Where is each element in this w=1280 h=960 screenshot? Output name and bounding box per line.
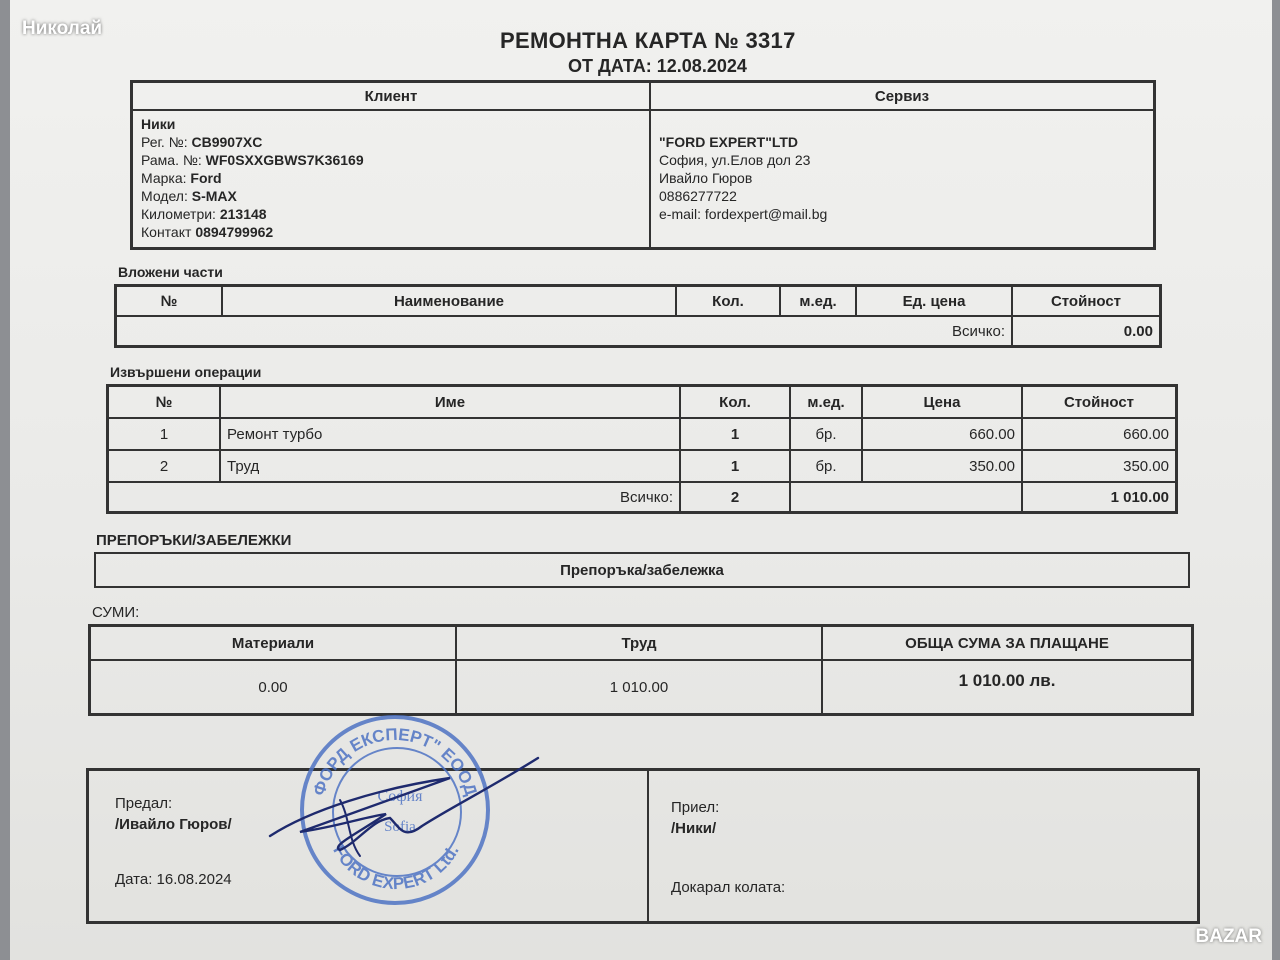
parts-col-name: Наименование: [222, 286, 676, 316]
repair-card-document: [10, 0, 1272, 960]
km-value: 213148: [219, 206, 267, 222]
ops-row-2-qty: 1: [680, 450, 790, 482]
brought-label: Докарал колата:: [671, 879, 786, 896]
ops-row-1-unit: бр.: [790, 418, 862, 450]
handwritten-signature: [190, 748, 550, 868]
sums-total-value: 1 010.00 лв.: [822, 660, 1192, 714]
service-heading: Сервиз: [650, 82, 1154, 110]
ops-col-no: №: [108, 386, 220, 418]
document-title: РЕМОНТНА КАРТА № 3317: [500, 28, 796, 53]
ops-total-value: 1 010.00: [1022, 482, 1176, 512]
ops-row-1-price: 660.00: [862, 418, 1022, 450]
service-phone: 0886277722: [659, 188, 737, 204]
operations-section-label: Извършени операции: [110, 364, 262, 380]
sums-labor-value: 1 010.00: [456, 660, 822, 714]
notes-heading: Препоръка/забележка: [560, 561, 724, 579]
parts-section-label: Вложени части: [118, 264, 223, 280]
parts-total-value: 0.00: [1012, 316, 1160, 346]
reg-value: CB9907XC: [191, 134, 263, 150]
handed-label: Предал:: [115, 795, 173, 812]
paper-sheet: [10, 0, 1272, 960]
sums-total-label: ОБЩА СУМА ЗА ПЛАЩАНЕ: [822, 626, 1192, 660]
parts-col-qty: Кол.: [676, 286, 780, 316]
make-value: Ford: [190, 170, 222, 186]
parts-total-label: Всичко:: [116, 316, 1012, 346]
document-date: ОТ ДАТА: 12.08.2024: [568, 56, 747, 76]
model-value: S-MAX: [191, 188, 237, 204]
contact-value: 0894799962: [195, 224, 274, 240]
ops-row-2-no: 2: [108, 450, 220, 482]
service-company: "FORD EXPERT"LTD: [659, 134, 799, 150]
service-email: e-mail: fordexpert@mail.bg: [659, 206, 828, 222]
ops-row-2-name: Труд: [220, 450, 680, 482]
received-name: /Ники/: [671, 820, 717, 837]
make-label: Марка:: [141, 170, 187, 186]
received-cell: [648, 770, 1198, 922]
sums-section-label: СУМИ:: [92, 604, 140, 621]
parts-col-unit: м.ед.: [780, 286, 856, 316]
ops-row-1-value: 660.00: [1022, 418, 1176, 450]
ops-col-unit: м.ед.: [790, 386, 862, 418]
sums-materials-label: Материали: [90, 626, 456, 660]
service-address: София, ул.Елов дол 23: [659, 152, 811, 168]
frame-value: WF0SXXGBWS7K36169: [205, 152, 364, 168]
client-service-table: [130, 80, 1156, 250]
operations-table: [106, 384, 1178, 514]
ops-row-2-price: 350.00: [862, 450, 1022, 482]
ops-col-value: Стойност: [1022, 386, 1176, 418]
client-heading: Клиент: [132, 82, 650, 110]
signature-date: Дата: 16.08.2024: [115, 871, 232, 888]
ops-row-2-value: 350.00: [1022, 450, 1176, 482]
ops-total-qty: 2: [680, 482, 790, 512]
service-details: [650, 110, 1154, 248]
ops-total-label: Всичко:: [108, 482, 680, 512]
ops-col-name: Име: [220, 386, 680, 418]
reg-label: Рег. №:: [141, 134, 188, 150]
ops-col-qty: Кол.: [680, 386, 790, 418]
sums-materials-value: 0.00: [90, 660, 456, 714]
notes-section-label: ПРЕПОРЪКИ/ЗАБЕЛЕЖКИ: [96, 532, 292, 549]
ops-col-price: Цена: [862, 386, 1022, 418]
site-watermark: BAZAR: [1195, 926, 1262, 947]
uploader-name: Николай: [22, 18, 103, 39]
stamp-city: София: [377, 788, 423, 805]
ops-row-2-unit: бр.: [790, 450, 862, 482]
sums-table: [88, 624, 1194, 716]
stamp-bottom-text: FORD EXPERT Ltd.: [329, 841, 463, 894]
received-label: Приел:: [671, 799, 720, 816]
service-person: Ивайло Гюров: [659, 170, 753, 186]
sums-labor-label: Труд: [456, 626, 822, 660]
ops-row-1-no: 1: [108, 418, 220, 450]
parts-table: [114, 284, 1162, 348]
stamp-top-text: ФОРД ЕКСПЕРТ" ЕООД: [309, 724, 481, 798]
parts-col-value: Стойност: [1012, 286, 1160, 316]
contact-label: Контакт: [141, 224, 192, 240]
handed-name: /Ивайло Гюров/: [115, 816, 232, 833]
ops-row-1-name: Ремонт турбо: [220, 418, 680, 450]
ops-row-1-qty: 1: [680, 418, 790, 450]
frame-label: Рама. №:: [141, 152, 202, 168]
client-details: [132, 110, 650, 248]
ops-total-spacer: [790, 482, 1022, 512]
stamp-city-latin: Sofia: [384, 819, 416, 835]
km-label: Километри:: [141, 206, 216, 222]
parts-col-no: №: [116, 286, 222, 316]
client-name: Ники: [141, 116, 176, 132]
parts-col-unit-price: Ед. цена: [856, 286, 1012, 316]
model-label: Модел:: [141, 188, 188, 204]
notes-table: [94, 552, 1190, 588]
